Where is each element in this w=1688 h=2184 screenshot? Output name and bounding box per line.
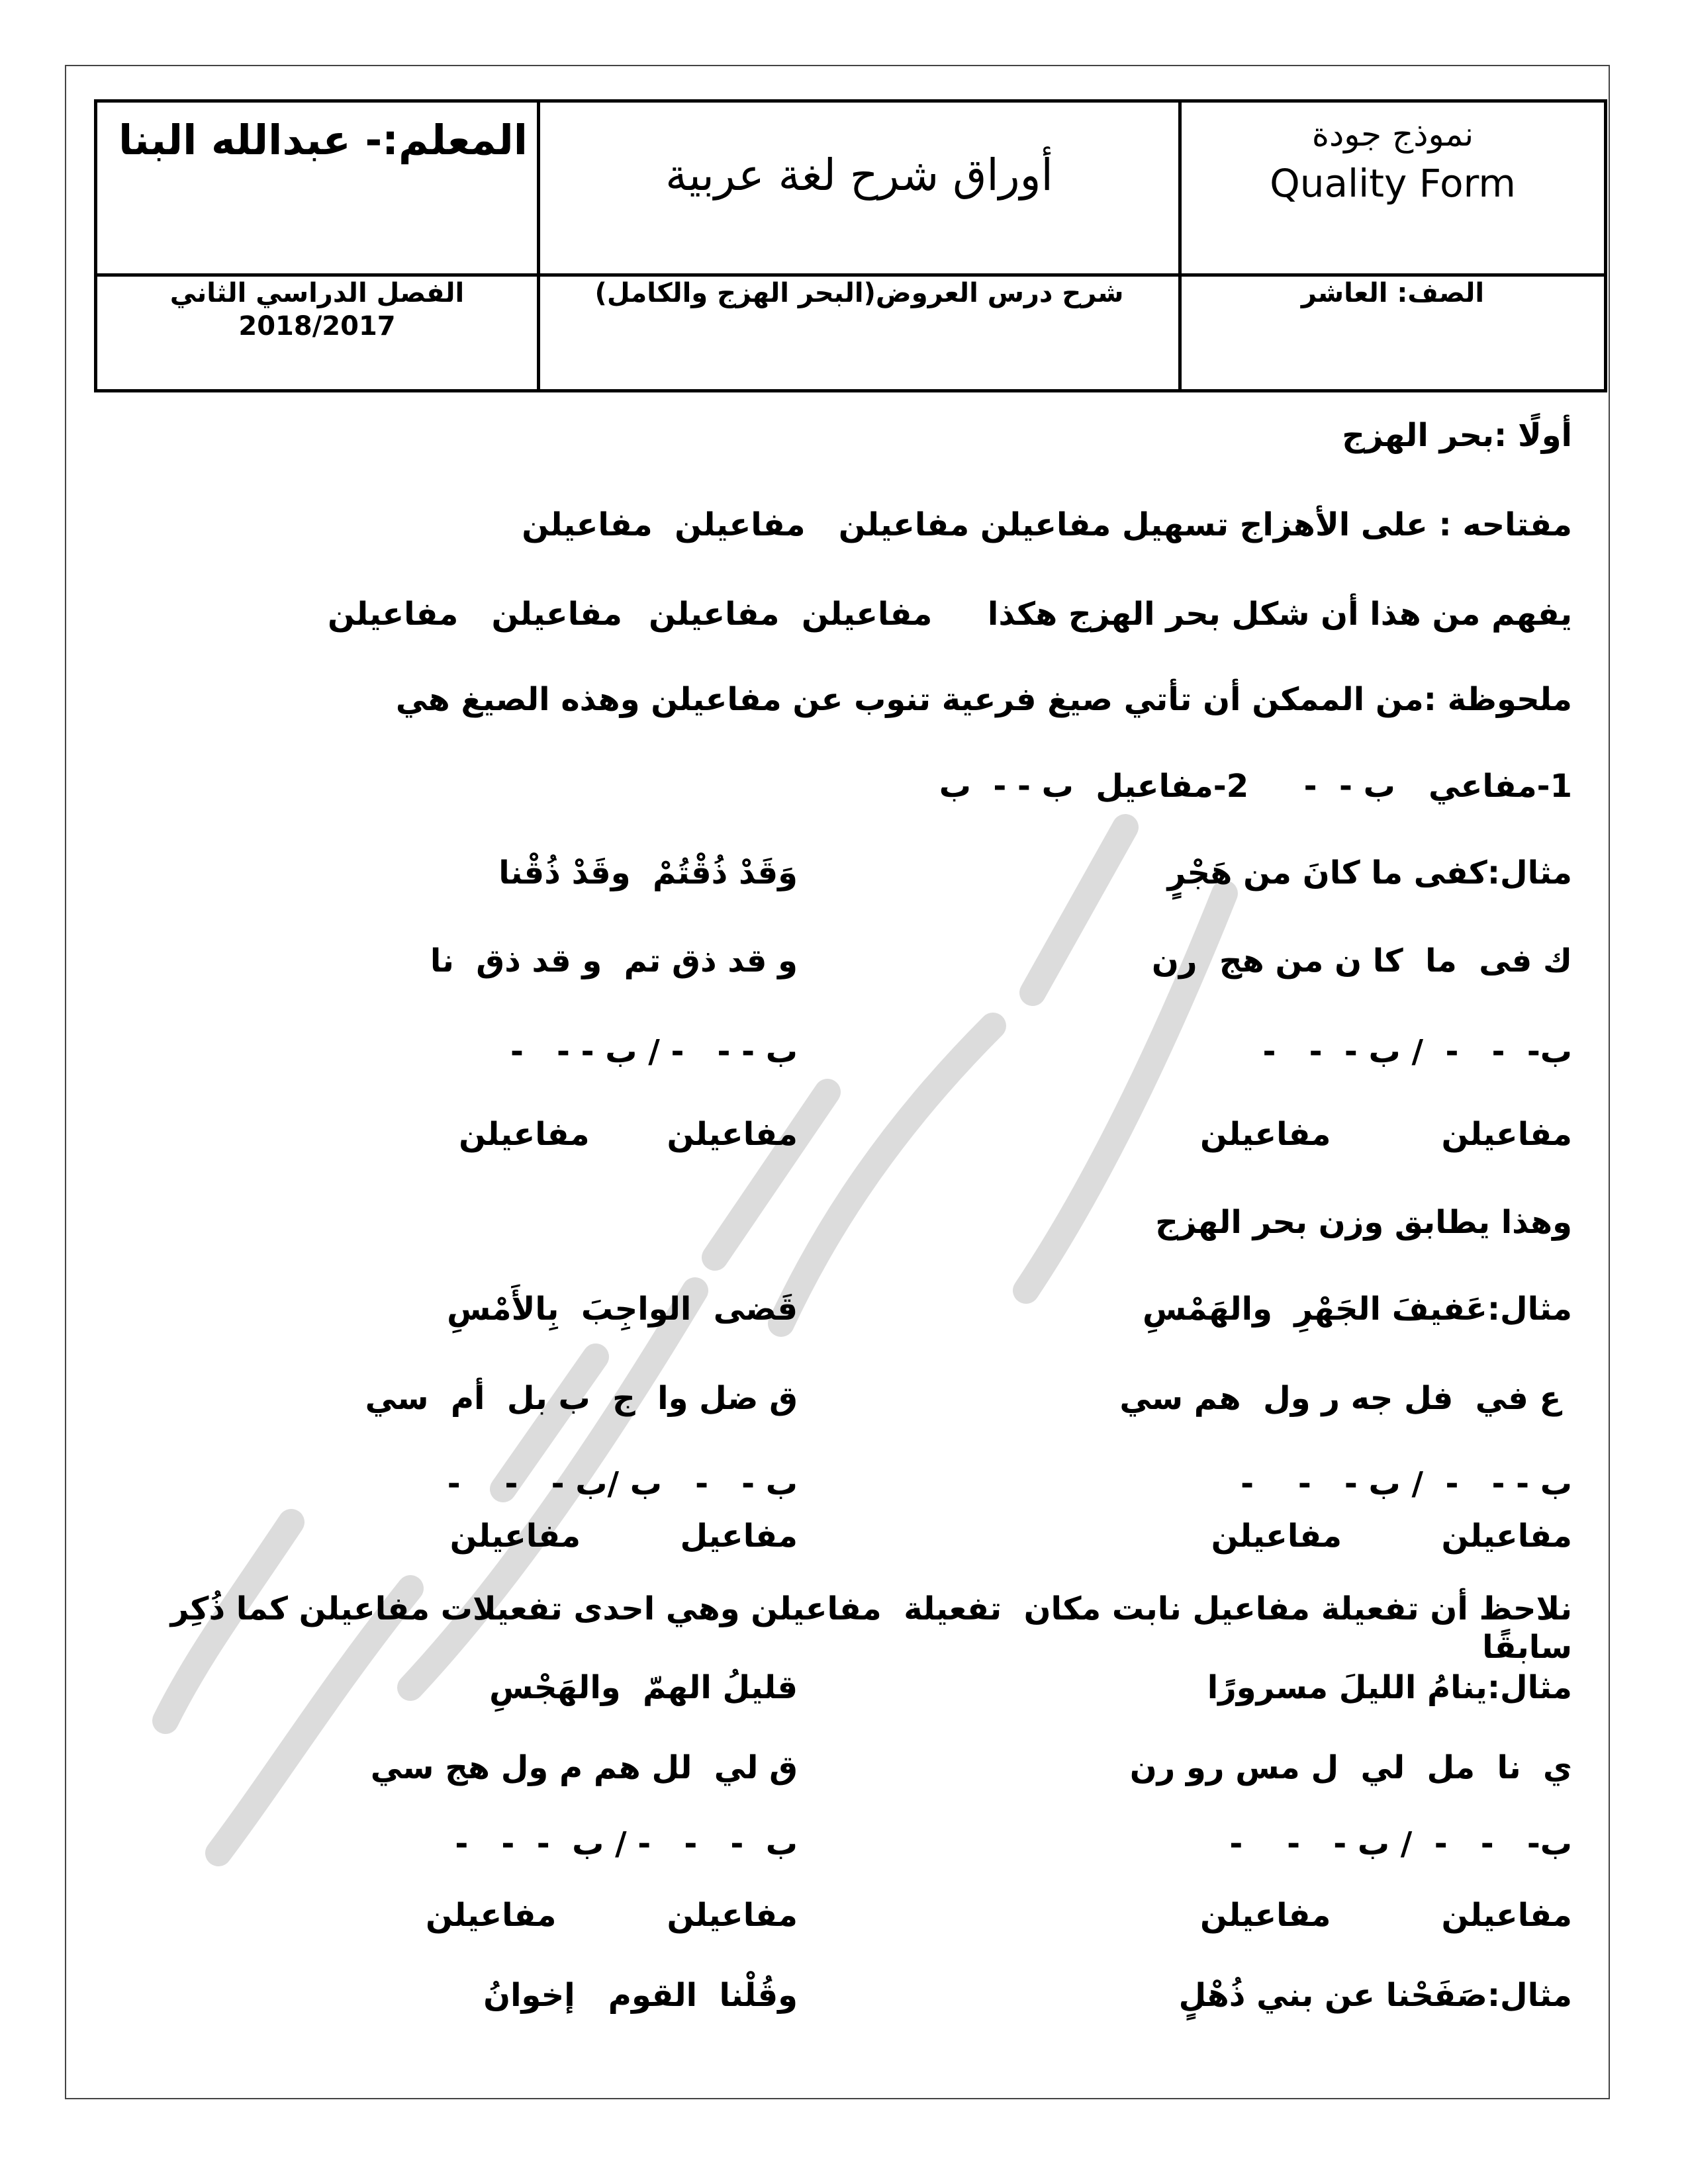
document-title: أوراق شرح لغة عربية — [665, 150, 1053, 201]
line-second-hemistich: وقُلْنا القوم إخوانُ — [483, 1977, 798, 2014]
line-text: ب- - - / ب - - - — [1262, 1033, 1572, 1070]
quality-form-english: Quality Form — [1270, 161, 1516, 206]
line-text: ب- - - / ب - - - — [1229, 1825, 1572, 1862]
term: الفصل الدراسي الثاني 2018/2017 — [96, 275, 539, 391]
text-line — [165, 1518, 1572, 1590]
title-cell — [539, 101, 1180, 275]
line-second-hemistich: ق ضل وا ج ب بل أم سي — [365, 1380, 798, 1417]
text-line — [165, 768, 1572, 854]
teacher-name: المعلم:- عبدالله البنا — [118, 116, 528, 164]
text-line — [165, 1897, 1572, 1977]
text-line — [165, 1116, 1572, 1204]
line-second-hemistich: قليلُ الهمّ والهَجْسِ — [489, 1669, 798, 1706]
line-text: أولًا :بحر الهزج — [1342, 417, 1572, 454]
line-text: مفاعيلن مفاعيلن — [1199, 1897, 1572, 1934]
line-text: مفتاحه : على الأهزاج تسهيل مفاعيلن مفاعيلن مفاعيلن مفاعيلن — [522, 506, 1572, 543]
line-text: مفاعيلن مفاعيلن — [1199, 1116, 1572, 1153]
line-text: مثال:صَفَحْنا عن بني ذُهْلٍ — [1178, 1977, 1572, 2014]
lesson-title: شرح درس العروض(البحر الهزج والكامل) — [539, 275, 1180, 391]
line-second-hemistich: قَضى الواجِبَ بِالأَمْسِ — [447, 1291, 798, 1328]
text-line — [165, 1291, 1572, 1380]
line-text: ك فى ما كا ن من هج رن — [1151, 942, 1572, 979]
line-second-hemistich: و قد ذق تم و قد ذق نا — [430, 942, 798, 979]
line-text: 1-مفاعي ب - - 2-مفاعيل ب - - ب — [939, 768, 1572, 805]
text-line — [165, 1825, 1572, 1897]
line-text: ملحوظة :من الممكن أن تأتي صيغ فرعية تنوب عن مفاعيلن وهذه الصيغ هي — [395, 681, 1572, 718]
line-second-hemistich: مفاعيلن مفاعيلن — [459, 1116, 798, 1153]
header-table — [94, 99, 1607, 392]
text-line — [159, 1590, 1572, 1669]
line-text: مثال:عَفيفَ الجَهْرِ والهَمْسِ — [1142, 1291, 1572, 1328]
text-line — [165, 1204, 1572, 1291]
text-line — [165, 1977, 1572, 2056]
line-text: يفهم من هذا أن شكل بحر الهزج هكذا مفاعيلن مفاعيلن — [649, 596, 1572, 633]
text-line — [165, 596, 1572, 681]
text-line — [165, 417, 1572, 506]
lesson-body — [159, 417, 1572, 2056]
quality-form-arabic: نموذج جودة — [1311, 115, 1474, 154]
line-second-hemistich: ب - - ب /ب - - - — [447, 1465, 798, 1502]
line-second-hemistich: ب - - - / ب - - - — [510, 1033, 798, 1070]
text-line — [165, 1669, 1572, 1749]
grade: الصف: العاشر — [1180, 275, 1606, 391]
text-line — [165, 1033, 1572, 1116]
line-second-hemistich: مفاعيلن مفاعيلن — [425, 1897, 798, 1934]
line-second-hemistich: ق لي لل هم م ول هج سي — [370, 1749, 798, 1786]
text-line — [165, 506, 1572, 596]
line-text: ع في فل جه ر ول هم سي — [1119, 1380, 1572, 1417]
quality-form-cell — [1180, 101, 1606, 275]
line-text: مثال:كفى ما كانَ من هَجْرٍ — [1167, 854, 1572, 891]
text-line — [165, 681, 1572, 768]
line-text: نلاحظ أن تفعيلة مفاعيل نابت مكان تفعيلة مفاعيلن وهي احدى تفعيلات مفاعيلن كما ذُكِر سابقًا — [159, 1590, 1572, 1666]
line-second-hemistich: وَقَدْ ذُقْتُمْ وقَدْ ذُقْنا — [498, 854, 798, 891]
text-line — [165, 854, 1572, 942]
line-text: وهذا يطابق وزن بحر الهزج — [1155, 1204, 1572, 1241]
line-text: مفاعيلن مفاعيلن — [1211, 1518, 1572, 1555]
line-text: ب - - - / ب - - - — [1241, 1465, 1572, 1502]
line-text: ي نا مل لي ل مس رو رن — [1129, 1749, 1572, 1786]
text-line — [165, 942, 1572, 1033]
line-second-hemistich: ب - - - / ب - - - — [455, 1825, 798, 1862]
teacher-cell — [96, 101, 539, 275]
text-line — [165, 1465, 1572, 1518]
text-line — [165, 1749, 1572, 1825]
line-second-hemistich: مفاعيل مفاعيلن — [449, 1518, 798, 1555]
line-text: مثال:ينامُ الليلَ مسرورًا — [1207, 1669, 1572, 1706]
text-line — [165, 1380, 1572, 1465]
line-second-hemistich: مفاعيلن مفاعيلن — [327, 596, 622, 633]
